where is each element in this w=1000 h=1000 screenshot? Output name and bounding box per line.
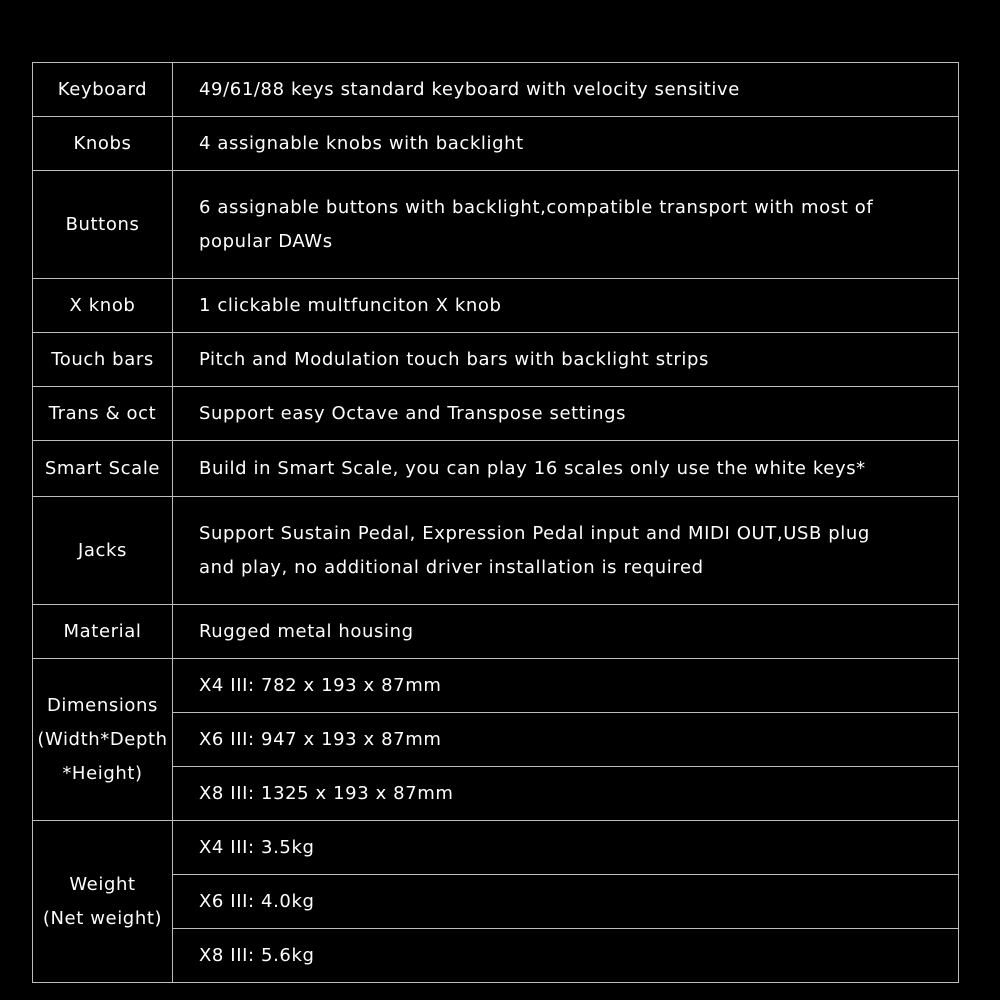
spec-value-text: X8 III: 1325 x 193 x 87mm — [199, 782, 454, 804]
spec-value — [173, 875, 959, 929]
spec-value — [173, 767, 959, 821]
spec-value — [173, 279, 959, 333]
spec-table — [32, 62, 959, 983]
spec-value-text: 4 assignable knobs with backlight — [199, 132, 524, 154]
spec-label — [33, 387, 173, 441]
spec-value — [173, 171, 959, 279]
spec-label — [33, 605, 173, 659]
spec-value — [173, 387, 959, 441]
spec-row-buttons — [33, 171, 959, 279]
spec-label — [33, 441, 173, 497]
spec-value-text: X6 III: 4.0kg — [199, 890, 315, 912]
spec-value-text: 1 clickable multfunciton X knob — [199, 294, 502, 316]
spec-label — [33, 63, 173, 117]
spec-value — [173, 117, 959, 171]
spec-label-text: Smart Scale — [44, 457, 161, 479]
spec-label-text: Keyboard — [57, 78, 148, 100]
spec-value-text: 6 assignable buttons with backlight,compatible transport with most of popular DAWs — [199, 196, 874, 252]
spec-value — [173, 497, 959, 605]
spec-value-text: Rugged metal housing — [199, 620, 414, 642]
spec-label-text: Material — [63, 620, 142, 642]
spec-row-material — [33, 605, 959, 659]
spec-row-x-knob — [33, 279, 959, 333]
spec-row-dimensions — [33, 659, 959, 713]
spec-value-text: Support easy Octave and Transpose settings — [199, 402, 627, 424]
spec-row-weight — [33, 821, 959, 875]
spec-label-text: Jacks — [77, 539, 128, 561]
spec-label-text: Weight (Net weight) — [42, 873, 163, 929]
spec-label — [33, 279, 173, 333]
spec-label — [33, 659, 173, 821]
spec-value-text: 49/61/88 keys standard keyboard with velocity sensitive — [199, 78, 740, 100]
spec-value-text: X4 III: 782 x 193 x 87mm — [199, 674, 442, 696]
spec-label-text: Touch bars — [51, 348, 154, 370]
spec-label-text: Trans & oct — [48, 402, 157, 424]
spec-label — [33, 333, 173, 387]
spec-label — [33, 497, 173, 605]
spec-label-text: Dimensions (Width*Depth *Height) — [37, 694, 168, 784]
spec-label-text: Knobs — [73, 132, 132, 154]
spec-value-text: Build in Smart Scale, you can play 16 scales only use the white keys* — [199, 457, 866, 479]
spec-value — [173, 333, 959, 387]
spec-value — [173, 821, 959, 875]
spec-value-text: X8 III: 5.6kg — [199, 944, 315, 966]
spec-label — [33, 171, 173, 279]
spec-label-text: Buttons — [65, 213, 140, 235]
spec-row-touch-bars — [33, 333, 959, 387]
spec-row-smart-scale — [33, 441, 959, 497]
spec-value-text: X6 III: 947 x 193 x 87mm — [199, 728, 442, 750]
spec-row-jacks — [33, 497, 959, 605]
spec-value-text: X4 III: 3.5kg — [199, 836, 315, 858]
spec-row-knobs — [33, 117, 959, 171]
spec-value — [173, 441, 959, 497]
spec-value-text: Support Sustain Pedal, Expression Pedal input and MIDI OUT,USB plug and play, no additional driver installation is required — [199, 522, 870, 578]
spec-value-text: Pitch and Modulation touch bars with backlight strips — [199, 348, 709, 370]
spec-label-text: X knob — [69, 294, 136, 316]
spec-label — [33, 117, 173, 171]
spec-value — [173, 713, 959, 767]
spec-row-trans-oct — [33, 387, 959, 441]
spec-value — [173, 605, 959, 659]
spec-value — [173, 659, 959, 713]
spec-value — [173, 929, 959, 983]
spec-value — [173, 63, 959, 117]
spec-label — [33, 821, 173, 983]
spec-row-keyboard — [33, 63, 959, 117]
